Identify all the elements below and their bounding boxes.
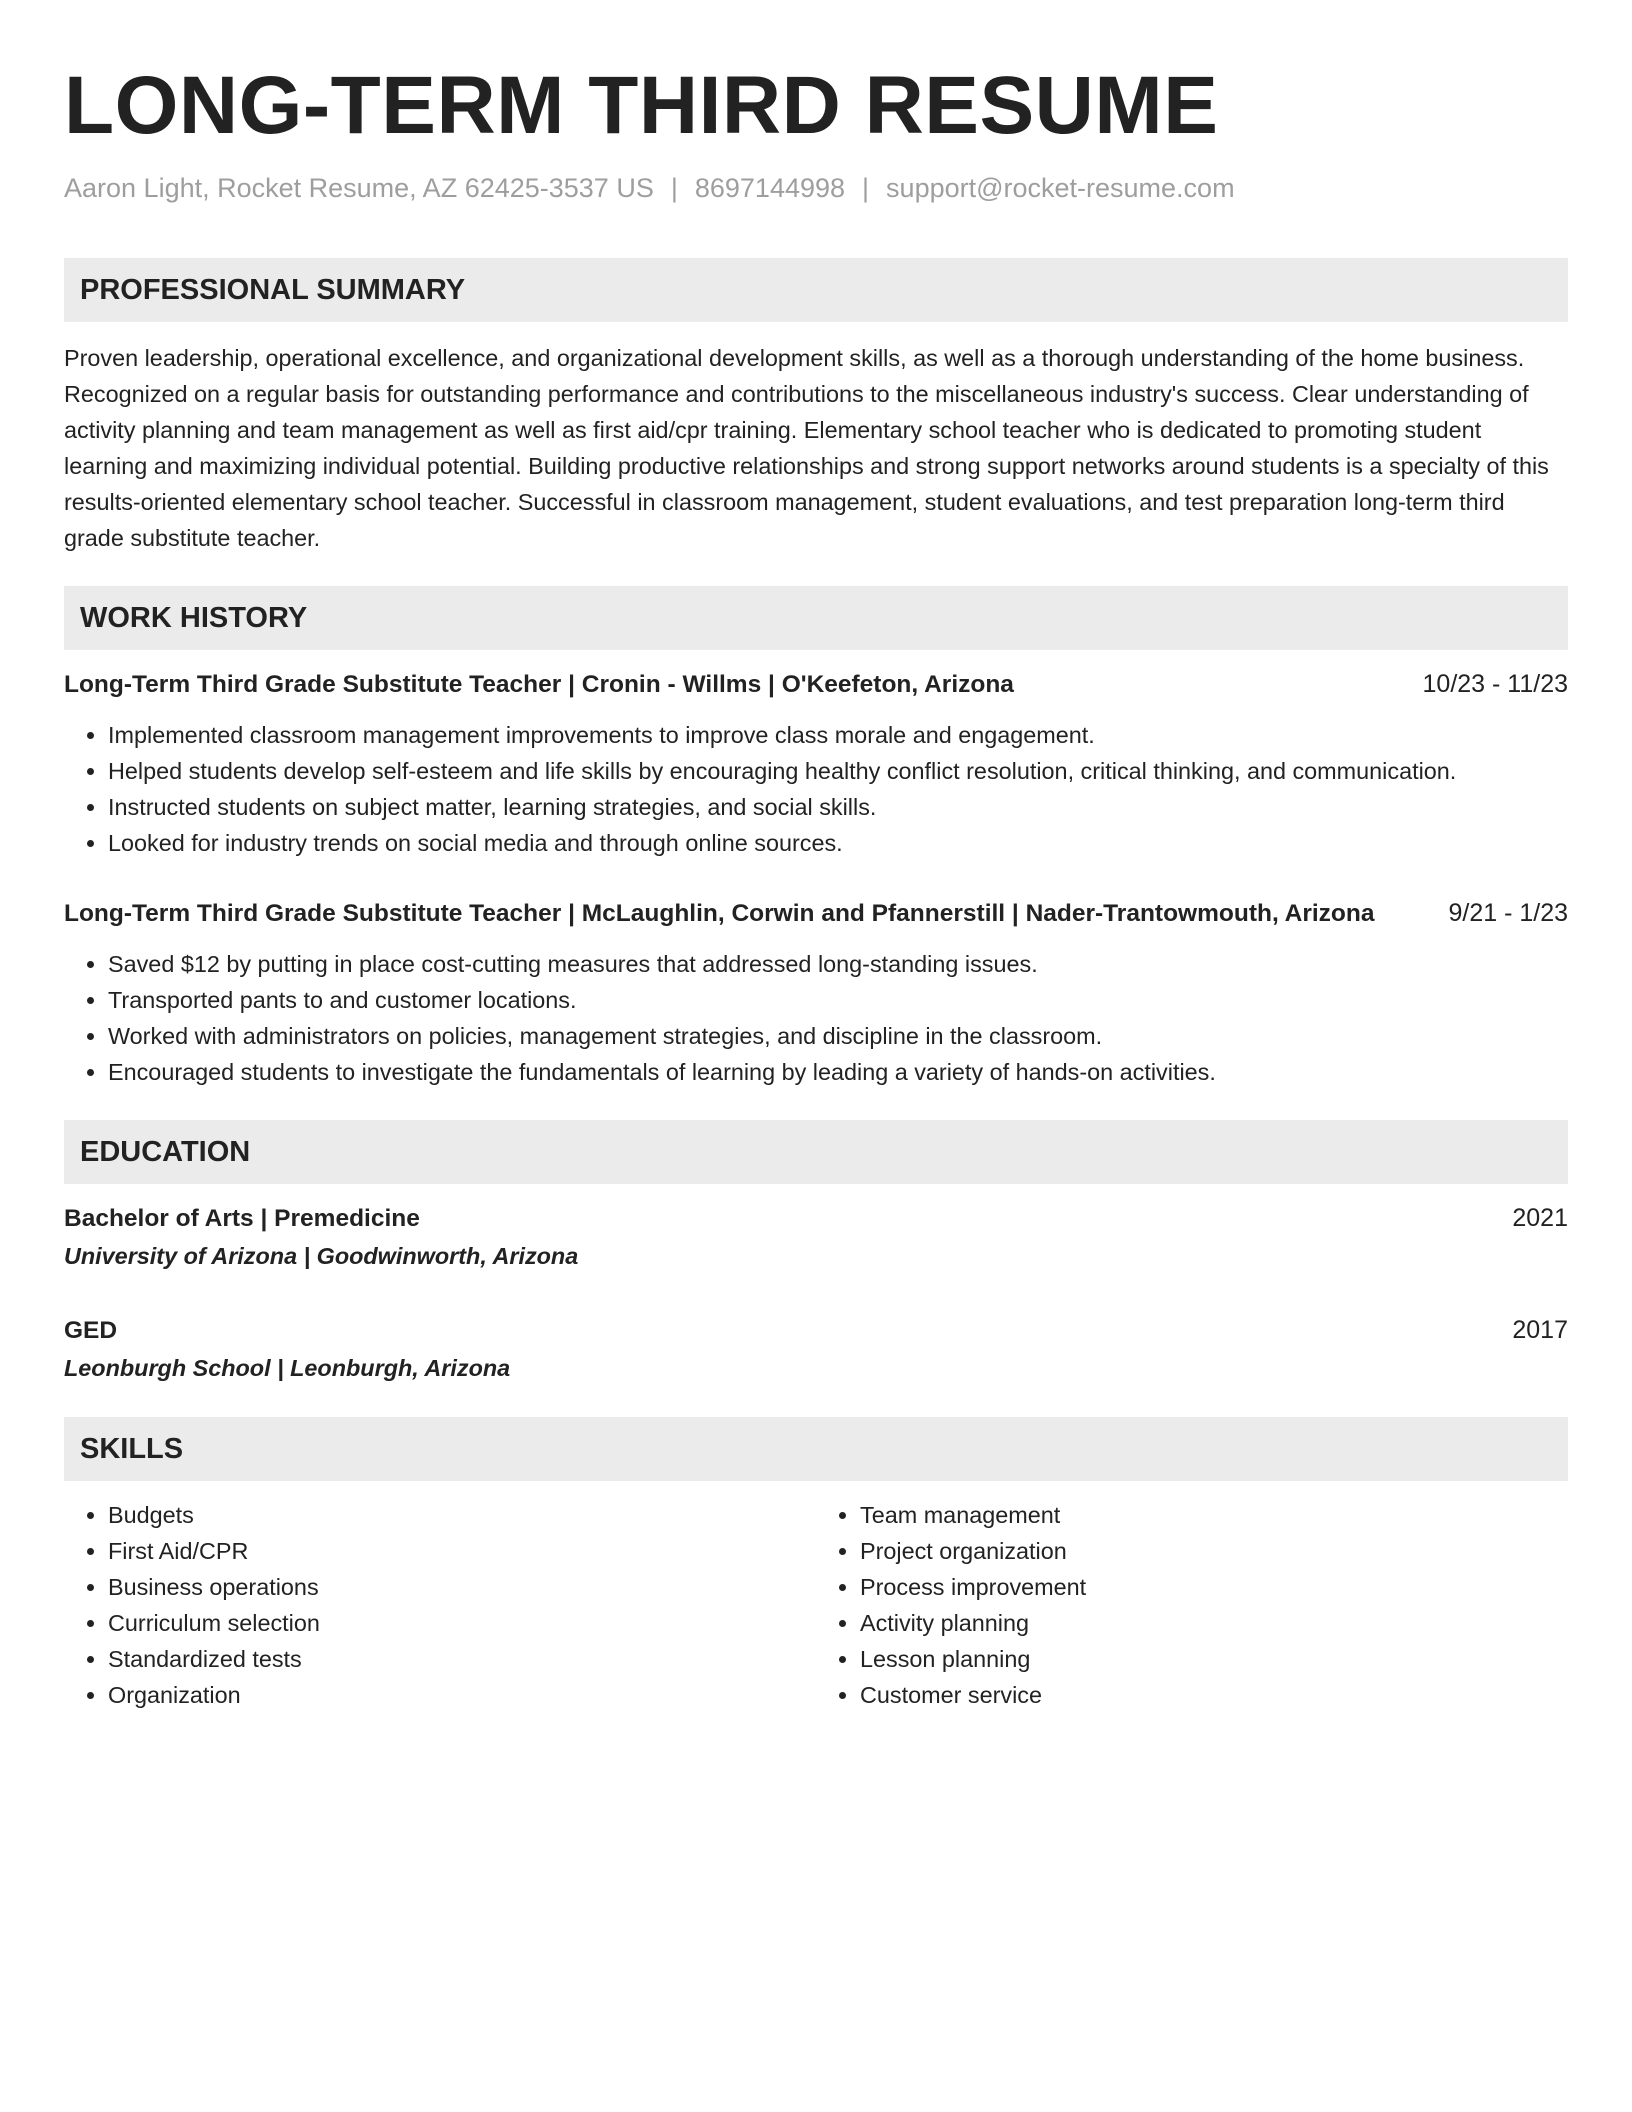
contact-phone: 8697144998 bbox=[694, 173, 846, 203]
skill-item: • Customer service bbox=[860, 1677, 1568, 1713]
resume-title: LONG-TERM THIRD RESUME bbox=[64, 60, 1219, 151]
section-header-education: EDUCATION bbox=[64, 1120, 1568, 1184]
list-item: • Instructed students on subject matter, learning strategies, and social skills. bbox=[108, 789, 1568, 825]
education-degree: GED bbox=[64, 1317, 118, 1344]
education-year: 2021 bbox=[1512, 1204, 1568, 1232]
skill-item: • Budgets bbox=[108, 1497, 816, 1533]
skill-item: • Organization bbox=[108, 1677, 816, 1713]
contact-separator: | bbox=[670, 173, 678, 203]
list-item: • Encouraged students to investigate the fundamentals of learning by leading a variety of hands-on activities. bbox=[108, 1054, 1568, 1090]
job-bullets bbox=[64, 946, 1568, 1090]
section-header-summary: PROFESSIONAL SUMMARY bbox=[64, 258, 1568, 322]
list-item: • Implemented classroom management improvements to improve class morale and engagement. bbox=[108, 717, 1568, 753]
job-dates: 9/21 - 1/23 bbox=[1448, 899, 1568, 927]
skill-item: • Process improvement bbox=[860, 1569, 1568, 1605]
job-title: Long-Term Third Grade Substitute Teacher | McLaughlin, Corwin and Pfannerstill | Nader-Trantowmouth, Arizona bbox=[64, 900, 1375, 927]
list-item: • Saved $12 by putting in place cost-cutting measures that addressed long-standing issues. bbox=[108, 946, 1568, 982]
contact-email: support@rocket-resume.com bbox=[886, 173, 1235, 203]
skill-item: • Project organization bbox=[860, 1533, 1568, 1569]
list-item: • Worked with administrators on policies, management strategies, and discipline in the classroom. bbox=[108, 1018, 1568, 1054]
skill-item: • Lesson planning bbox=[860, 1641, 1568, 1677]
skills-column-left bbox=[64, 1497, 816, 1713]
skill-item: • Activity planning bbox=[860, 1605, 1568, 1641]
education-entry bbox=[64, 1200, 1568, 1275]
education-school: Leonburgh School | Leonburgh, Arizona bbox=[64, 1355, 511, 1381]
skill-item: • Business operations bbox=[108, 1569, 816, 1605]
education-degree: Bachelor of Arts | Premedicine bbox=[64, 1205, 420, 1232]
skill-item: • First Aid/CPR bbox=[108, 1533, 816, 1569]
list-item: • Helped students develop self-esteem and life skills by encouraging healthy conflict resolution, critical thinking, and communication. bbox=[108, 753, 1568, 789]
skill-item: • Standardized tests bbox=[108, 1641, 816, 1677]
education-year: 2017 bbox=[1512, 1316, 1568, 1344]
contact-separator: | bbox=[862, 173, 870, 203]
contact-address: Aaron Light, Rocket Resume, AZ 62425-3537 US bbox=[64, 173, 654, 203]
job-entry bbox=[64, 895, 1568, 1090]
section-header-skills: SKILLS bbox=[64, 1417, 1568, 1481]
job-dates: 10/23 - 11/23 bbox=[1422, 670, 1568, 698]
list-item: • Transported pants to and customer locations. bbox=[108, 982, 1568, 1018]
education-entry bbox=[64, 1312, 1568, 1387]
skills-list bbox=[64, 1497, 1568, 1713]
skills-column-right bbox=[816, 1497, 1568, 1713]
job-title: Long-Term Third Grade Substitute Teacher | Cronin - Willms | O'Keefeton, Arizona bbox=[64, 671, 1014, 698]
education-school: University of Arizona | Goodwinworth, Arizona bbox=[64, 1243, 579, 1269]
job-bullets bbox=[64, 717, 1568, 861]
summary-text: Proven leadership, operational excellence, and organizational development skills, as well as a thorough understanding of the home business. Recognized on a regular basis for outstanding performance and contributions to the miscellaneous industry's success. Clear understanding of activity planning and team management as well as first aid/cpr training. Elementary school teacher who is dedicated to promoting student learning and maximizing individual potential. Building productive relationships and strong support networks around students is a specialty of this results-oriented elementary school teacher. Successful in classroom management, student evaluations, and test preparation long-term third grade substitute teacher. bbox=[64, 345, 1549, 551]
skill-item: • Team management bbox=[860, 1497, 1568, 1533]
section-header-work-history: WORK HISTORY bbox=[64, 586, 1568, 650]
job-entry bbox=[64, 666, 1568, 861]
list-item: • Looked for industry trends on social media and through online sources. bbox=[108, 825, 1568, 861]
contact-line bbox=[64, 170, 1568, 206]
skill-item: • Curriculum selection bbox=[108, 1605, 816, 1641]
